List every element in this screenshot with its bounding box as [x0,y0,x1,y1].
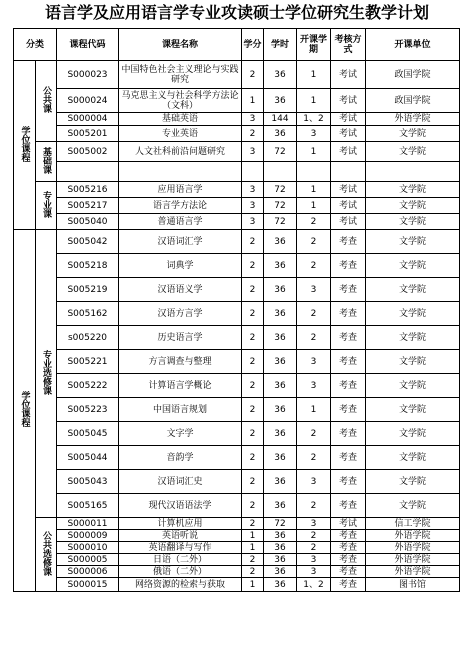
cell-exam: 考试 [331,518,366,530]
cell-unit: 文学院 [366,254,460,278]
cell-hours: 36 [264,398,297,422]
cell-exam: 考试 [331,198,366,214]
cell-hours: 36 [264,554,297,566]
cell-hours: 36 [264,542,297,554]
cell-unit: 文学院 [366,302,460,326]
cell-credit: 2 [242,470,264,494]
cell-exam: 考试 [331,126,366,142]
cell-term: 2 [297,542,331,554]
cell-hours: 36 [264,470,297,494]
category-label: 学位课程 [19,391,30,427]
cell-exam: 考试 [331,61,366,89]
cell-credit: 2 [242,126,264,142]
table-row [14,302,460,326]
cell-credit: 1 [242,542,264,554]
cell-credit: 2 [242,278,264,302]
cell-unit: 政国学院 [366,89,460,113]
cell-exam: 考查 [331,230,366,254]
cell-code: s005220 [57,326,119,350]
cell-term: 2 [297,230,331,254]
cell-hours [264,162,297,182]
cell-exam: 考查 [331,350,366,374]
table-row [14,470,460,494]
cell-term: 3 [297,518,331,530]
cell-hours: 36 [264,350,297,374]
cell-code: S000005 [57,554,119,566]
table-row [14,566,460,578]
cell-term: 1、2 [297,113,331,126]
table-body [14,29,460,592]
table-row [14,126,460,142]
cell-exam: 考试 [331,182,366,198]
cell-code: S005043 [57,470,119,494]
header-credit: 学分 [242,29,264,61]
cell-hours: 36 [264,278,297,302]
cell-exam: 考试 [331,214,366,230]
cell-unit: 文学院 [366,142,460,162]
cell-name: 中国语言规划 [119,398,242,422]
table-row [14,494,460,518]
cell-unit: 外语学院 [366,113,460,126]
table-row [14,518,460,530]
category-label: 专业课 [41,190,51,218]
cell-name: 网络资源的检索与获取 [119,578,242,592]
cell-credit: 2 [242,326,264,350]
cell-credit: 2 [242,230,264,254]
cell-name: 人文社科前沿问题研究 [119,142,242,162]
cell-name: 方言调查与整理 [119,350,242,374]
category-label: 学位课程 [19,125,30,162]
cell-hours: 36 [264,530,297,542]
cell-unit: 政国学院 [366,61,460,89]
cell-term: 2 [297,422,331,446]
cell-exam: 考查 [331,470,366,494]
header-code: 课程代码 [57,29,119,61]
header-row [14,29,460,61]
cell-hours: 36 [264,326,297,350]
cell-code: S005223 [57,398,119,422]
cell-hours: 36 [264,61,297,89]
cell-code: S005217 [57,198,119,214]
cell-credit: 2 [242,374,264,398]
cell-hours: 72 [264,198,297,214]
cell-name: 中国特色社会主义理论与实践研究 [119,61,242,89]
cell-term: 1 [297,198,331,214]
cell-credit: 2 [242,302,264,326]
category-cell [14,61,36,230]
cell-exam: 考查 [331,326,366,350]
table-row [14,446,460,470]
category-cell [36,518,57,592]
cell-exam: 考试 [331,89,366,113]
cell-credit [242,162,264,182]
cell-name: 词典学 [119,254,242,278]
table-row [14,89,460,113]
cell-credit: 2 [242,566,264,578]
cell-name: 语言学方法论 [119,198,242,214]
cell-name: 专业英语 [119,126,242,142]
cell-code: S005219 [57,278,119,302]
table-row [14,61,460,89]
cell-hours: 144 [264,113,297,126]
cell-credit: 1 [242,578,264,592]
cell-name: 文字学 [119,422,242,446]
category-cell [36,142,57,182]
table-row [14,350,460,374]
cell-term: 3 [297,470,331,494]
cell-unit: 图书馆 [366,578,460,592]
cell-credit: 2 [242,61,264,89]
cell-exam: 考查 [331,446,366,470]
cell-exam: 考试 [331,142,366,162]
cell-term: 1 [297,61,331,89]
cell-term: 1 [297,89,331,113]
cell-exam: 考试 [331,113,366,126]
category-label: 公共选修课 [41,530,51,576]
cell-unit: 文学院 [366,350,460,374]
cell-name [119,162,242,182]
cell-code [57,162,119,182]
category-label: 基础课 [41,146,51,174]
category-cell [36,61,57,142]
cell-unit: 文学院 [366,494,460,518]
cell-credit: 2 [242,494,264,518]
cell-credit: 2 [242,254,264,278]
curriculum-table [13,28,460,592]
cell-unit: 文学院 [366,446,460,470]
cell-unit: 外语学院 [366,566,460,578]
header-exam: 考核方式 [331,29,366,61]
category-cell [36,230,57,518]
cell-code: S000015 [57,578,119,592]
table-row [14,142,460,162]
cell-credit: 2 [242,422,264,446]
header-hours: 学时 [264,29,297,61]
table-row [14,326,460,350]
cell-name: 普通语言学 [119,214,242,230]
cell-exam: 考查 [331,422,366,446]
cell-code: S000006 [57,566,119,578]
cell-unit: 信工学院 [366,518,460,530]
cell-name: 日语（二外） [119,554,242,566]
category-label: 公共课 [41,86,51,113]
cell-exam: 考查 [331,578,366,592]
cell-code: S000009 [57,530,119,542]
cell-term: 3 [297,278,331,302]
cell-credit: 3 [242,113,264,126]
cell-unit: 文学院 [366,214,460,230]
cell-code: S005045 [57,422,119,446]
cell-term: 2 [297,214,331,230]
cell-credit: 2 [242,446,264,470]
cell-name: 俄语（二外） [119,566,242,578]
cell-term: 2 [297,446,331,470]
cell-term: 1、2 [297,578,331,592]
cell-term: 2 [297,494,331,518]
cell-exam [331,162,366,182]
cell-code: S000024 [57,89,119,113]
cell-credit: 2 [242,398,264,422]
cell-unit: 文学院 [366,230,460,254]
cell-unit: 文学院 [366,398,460,422]
cell-hours: 72 [264,518,297,530]
table-row [14,254,460,278]
cell-code: S005044 [57,446,119,470]
category-cell [14,230,36,592]
cell-hours: 36 [264,566,297,578]
cell-unit: 文学院 [366,422,460,446]
cell-code: S005221 [57,350,119,374]
cell-term: 2 [297,254,331,278]
cell-exam: 考查 [331,566,366,578]
cell-exam: 考查 [331,302,366,326]
cell-term: 3 [297,350,331,374]
cell-code: S005002 [57,142,119,162]
cell-name: 历史语言学 [119,326,242,350]
cell-code: S005216 [57,182,119,198]
cell-name: 英语听说 [119,530,242,542]
cell-name: 基础英语 [119,113,242,126]
table-row [14,554,460,566]
cell-hours: 36 [264,230,297,254]
cell-unit: 文学院 [366,326,460,350]
cell-code: S000004 [57,113,119,126]
cell-term [297,162,331,182]
cell-exam: 考查 [331,278,366,302]
cell-unit: 文学院 [366,278,460,302]
cell-term: 2 [297,326,331,350]
cell-code: S005165 [57,494,119,518]
cell-credit: 2 [242,518,264,530]
cell-code: S000011 [57,518,119,530]
cell-hours: 36 [264,374,297,398]
cell-credit: 3 [242,198,264,214]
header-name: 课程名称 [119,29,242,61]
cell-hours: 36 [264,494,297,518]
cell-unit: 外语学院 [366,542,460,554]
cell-name: 计算语言学概论 [119,374,242,398]
cell-code: S000010 [57,542,119,554]
cell-term: 1 [297,398,331,422]
cell-unit: 外语学院 [366,530,460,542]
table-row [14,422,460,446]
table-row [14,374,460,398]
cell-exam: 考查 [331,494,366,518]
cell-exam: 考查 [331,542,366,554]
cell-exam: 考查 [331,530,366,542]
cell-exam: 考查 [331,254,366,278]
cell-hours: 36 [264,446,297,470]
cell-term: 3 [297,374,331,398]
cell-term: 2 [297,302,331,326]
cell-term: 3 [297,566,331,578]
table-row [14,398,460,422]
cell-code: S005201 [57,126,119,142]
table-row [14,113,460,126]
table-row [14,198,460,214]
cell-unit: 文学院 [366,126,460,142]
category-label: 专业选修课 [41,349,51,395]
cell-code: S005218 [57,254,119,278]
cell-unit: 文学院 [366,374,460,398]
cell-hours: 36 [264,302,297,326]
cell-hours: 36 [264,422,297,446]
cell-unit: 外语学院 [366,554,460,566]
table-row [14,182,460,198]
cell-term: 3 [297,126,331,142]
cell-hours: 36 [264,254,297,278]
cell-code: S005222 [57,374,119,398]
page-title: 语言学及应用语言学专业攻读硕士学位研究生教学计划 [44,3,429,22]
cell-name: 马克思主义与社会科学方法论（文科） [119,89,242,113]
cell-credit: 2 [242,554,264,566]
cell-term: 1 [297,182,331,198]
cell-name: 英语翻译与写作 [119,542,242,554]
header-unit: 开课单位 [366,29,460,61]
cell-name: 汉语方言学 [119,302,242,326]
cell-unit: 文学院 [366,470,460,494]
cell-credit: 2 [242,350,264,374]
cell-code: S005042 [57,230,119,254]
cell-credit: 3 [242,182,264,198]
cell-name: 音韵学 [119,446,242,470]
cell-unit: 文学院 [366,182,460,198]
cell-credit: 3 [242,214,264,230]
cell-name: 汉语词汇学 [119,230,242,254]
cell-hours: 72 [264,142,297,162]
cell-name: 计算机应用 [119,518,242,530]
cell-hours: 36 [264,126,297,142]
cell-hours: 36 [264,89,297,113]
table-row [14,278,460,302]
cell-code: S000023 [57,61,119,89]
cell-exam: 考查 [331,398,366,422]
cell-hours: 36 [264,578,297,592]
cell-exam: 考查 [331,554,366,566]
cell-hours: 72 [264,214,297,230]
cell-code: S005162 [57,302,119,326]
table-row [14,230,460,254]
cell-term: 3 [297,554,331,566]
table-row [14,162,460,182]
cell-hours: 72 [264,182,297,198]
table-row [14,578,460,592]
cell-name: 汉语词汇史 [119,470,242,494]
cell-unit: 文学院 [366,198,460,214]
cell-term: 2 [297,530,331,542]
cell-name: 汉语语义学 [119,278,242,302]
cell-exam: 考查 [331,374,366,398]
cell-credit: 1 [242,89,264,113]
cell-name: 现代汉语语法学 [119,494,242,518]
category-cell [36,182,57,230]
cell-unit [366,162,460,182]
cell-term: 1 [297,142,331,162]
cell-credit: 1 [242,530,264,542]
table-row [14,530,460,542]
cell-code: S005040 [57,214,119,230]
cell-name: 应用语言学 [119,182,242,198]
table-row [14,542,460,554]
header-category: 分类 [14,29,57,61]
table-row [14,214,460,230]
header-term: 开课学期 [297,29,331,61]
cell-credit: 3 [242,142,264,162]
